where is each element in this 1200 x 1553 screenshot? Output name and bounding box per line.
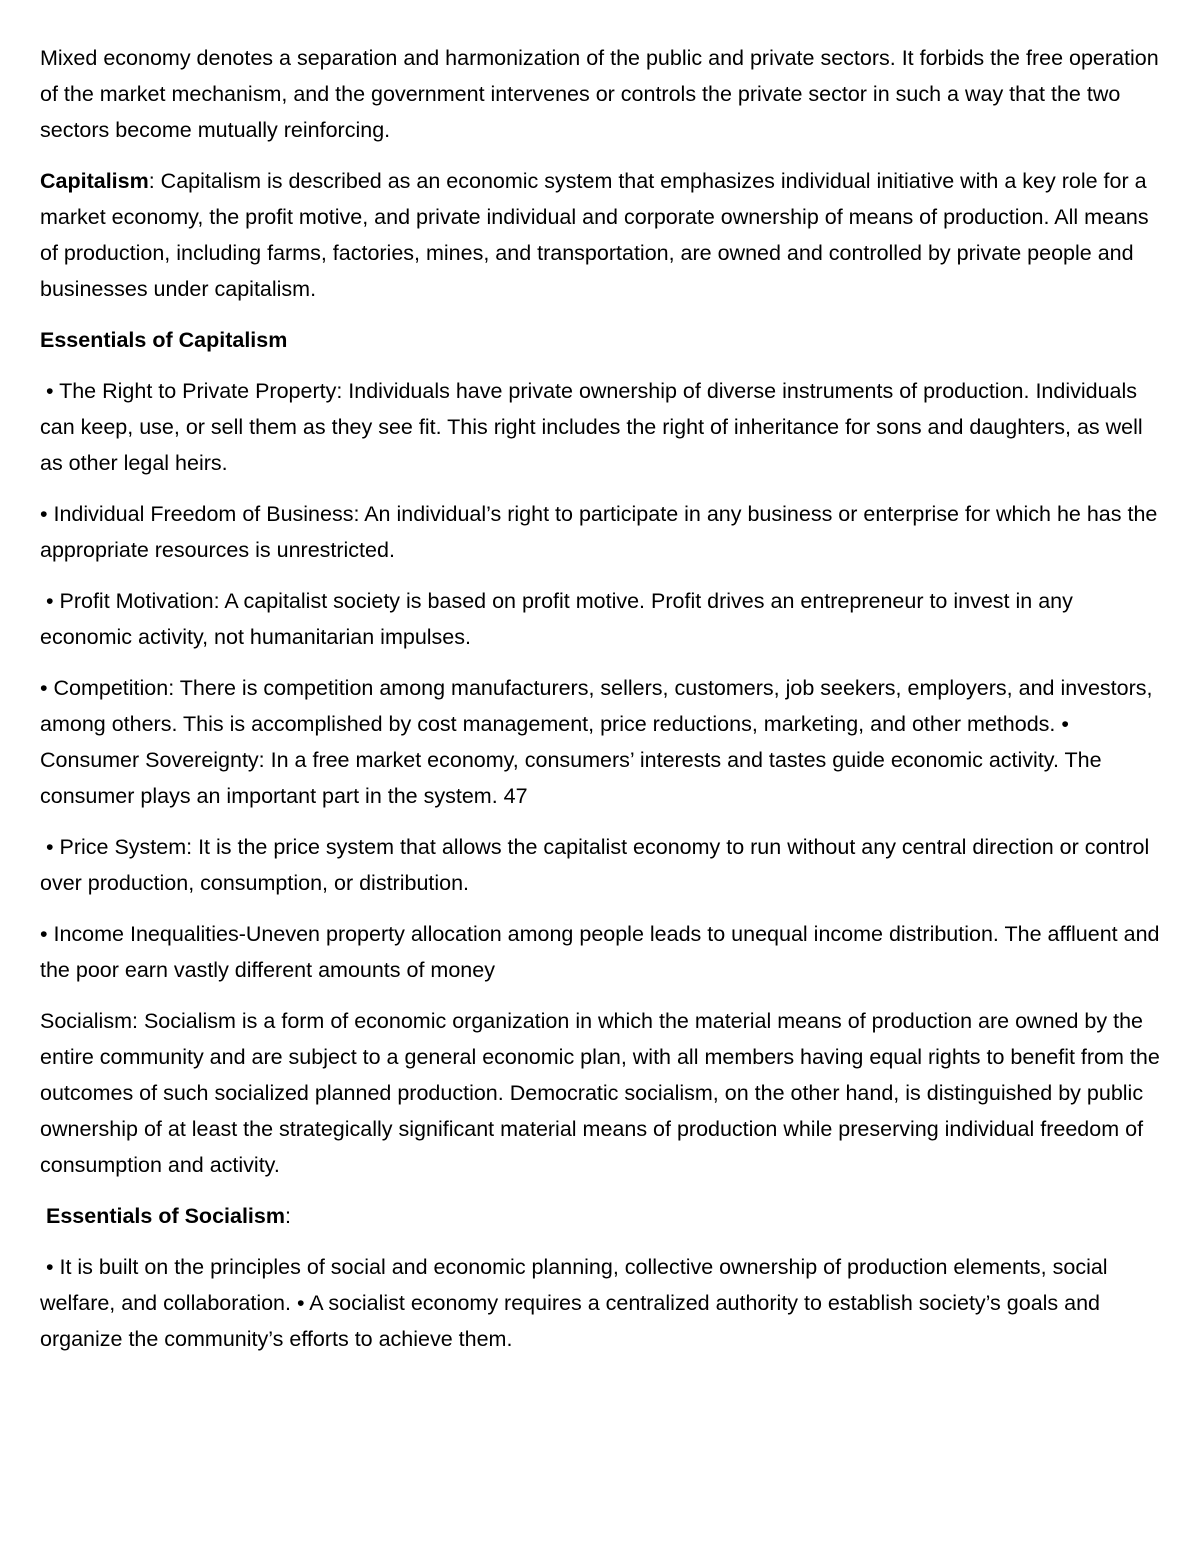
- capitalism-paragraph: [40, 163, 1165, 307]
- bullet-income-inequalities: • Income Inequalities-Uneven property allocation among people leads to unequal income distribution. The affluent and the poor earn vastly different amounts of money: [40, 922, 1160, 982]
- bullet-freedom-of-business: • Individual Freedom of Business: An individual’s right to participate in any business or enterprise for which he has the appropriate resources is unrestricted.: [40, 502, 1158, 562]
- essentials-socialism-title: Essentials of Socialism: [40, 1204, 285, 1228]
- capitalism-definition: : Capitalism is described as an economic system that emphasizes individual initiative with a key role for a market economy, the profit motive, and private individual and corporate ownership of means of production. All means of production, including farms, factories, mines, and transportation, are owned and controlled by private people and businesses under capitalism.: [40, 169, 1149, 301]
- essentials-capitalism-heading: Essentials of Capitalism: [40, 328, 288, 352]
- essentials-socialism-colon: :: [284, 1204, 291, 1228]
- bullet-socialism-principles: • It is built on the principles of social and economic planning, collective ownership of production elements, social welfare, and collaboration. • A socialist economy requires a centralized authority to establish society’s goals and organize the community’s efforts to achieve them.: [40, 1255, 1114, 1351]
- mixed-economy-paragraph: Mixed economy denotes a separation and harmonization of the public and private sectors. It forbids the free operation of the market mechanism, and the government intervenes or controls the private sector in such a way that the two sectors become mutually reinforcing.: [40, 46, 1159, 142]
- socialism-paragraph: Socialism: Socialism is a form of economic organization in which the material means of production are owned by the entire community and are subject to a general economic plan, with all members having equal rights to benefit from the outcomes of such socialized planned production. Democratic socialism, on the other hand, is distinguished by public ownership of at least the strategically significant material means of production while preserving individual freedom of consumption and activity.: [40, 1009, 1160, 1177]
- capitalism-term: Capitalism: [40, 169, 149, 193]
- bullet-price-system: • Price System: It is the price system that allows the capitalist economy to run without any central direction or control over production, consumption, or distribution.: [40, 835, 1156, 895]
- document-page: [40, 40, 1165, 1372]
- essentials-socialism-heading: [40, 1198, 1165, 1234]
- bullet-private-property: • The Right to Private Property: Individuals have private ownership of diverse instruments of production. Individuals can keep, use, or sell them as they see fit. This right includes the right of inheritance for sons and daughters, as well as other legal heirs.: [40, 379, 1149, 475]
- bullet-profit-motivation: • Profit Motivation: A capitalist society is based on profit motive. Profit drives an entrepreneur to invest in any economic activity, not humanitarian impulses.: [40, 589, 1079, 649]
- bullet-competition: • Competition: There is competition among manufacturers, sellers, customers, job seekers, employers, and investors, among others. This is accomplished by cost management, price reductions, marketing, and other methods. • Consumer Sovereignty: In a free market economy, consumers’ interests and tastes guide economic activity. The consumer plays an important part in the system. 47: [40, 676, 1153, 808]
